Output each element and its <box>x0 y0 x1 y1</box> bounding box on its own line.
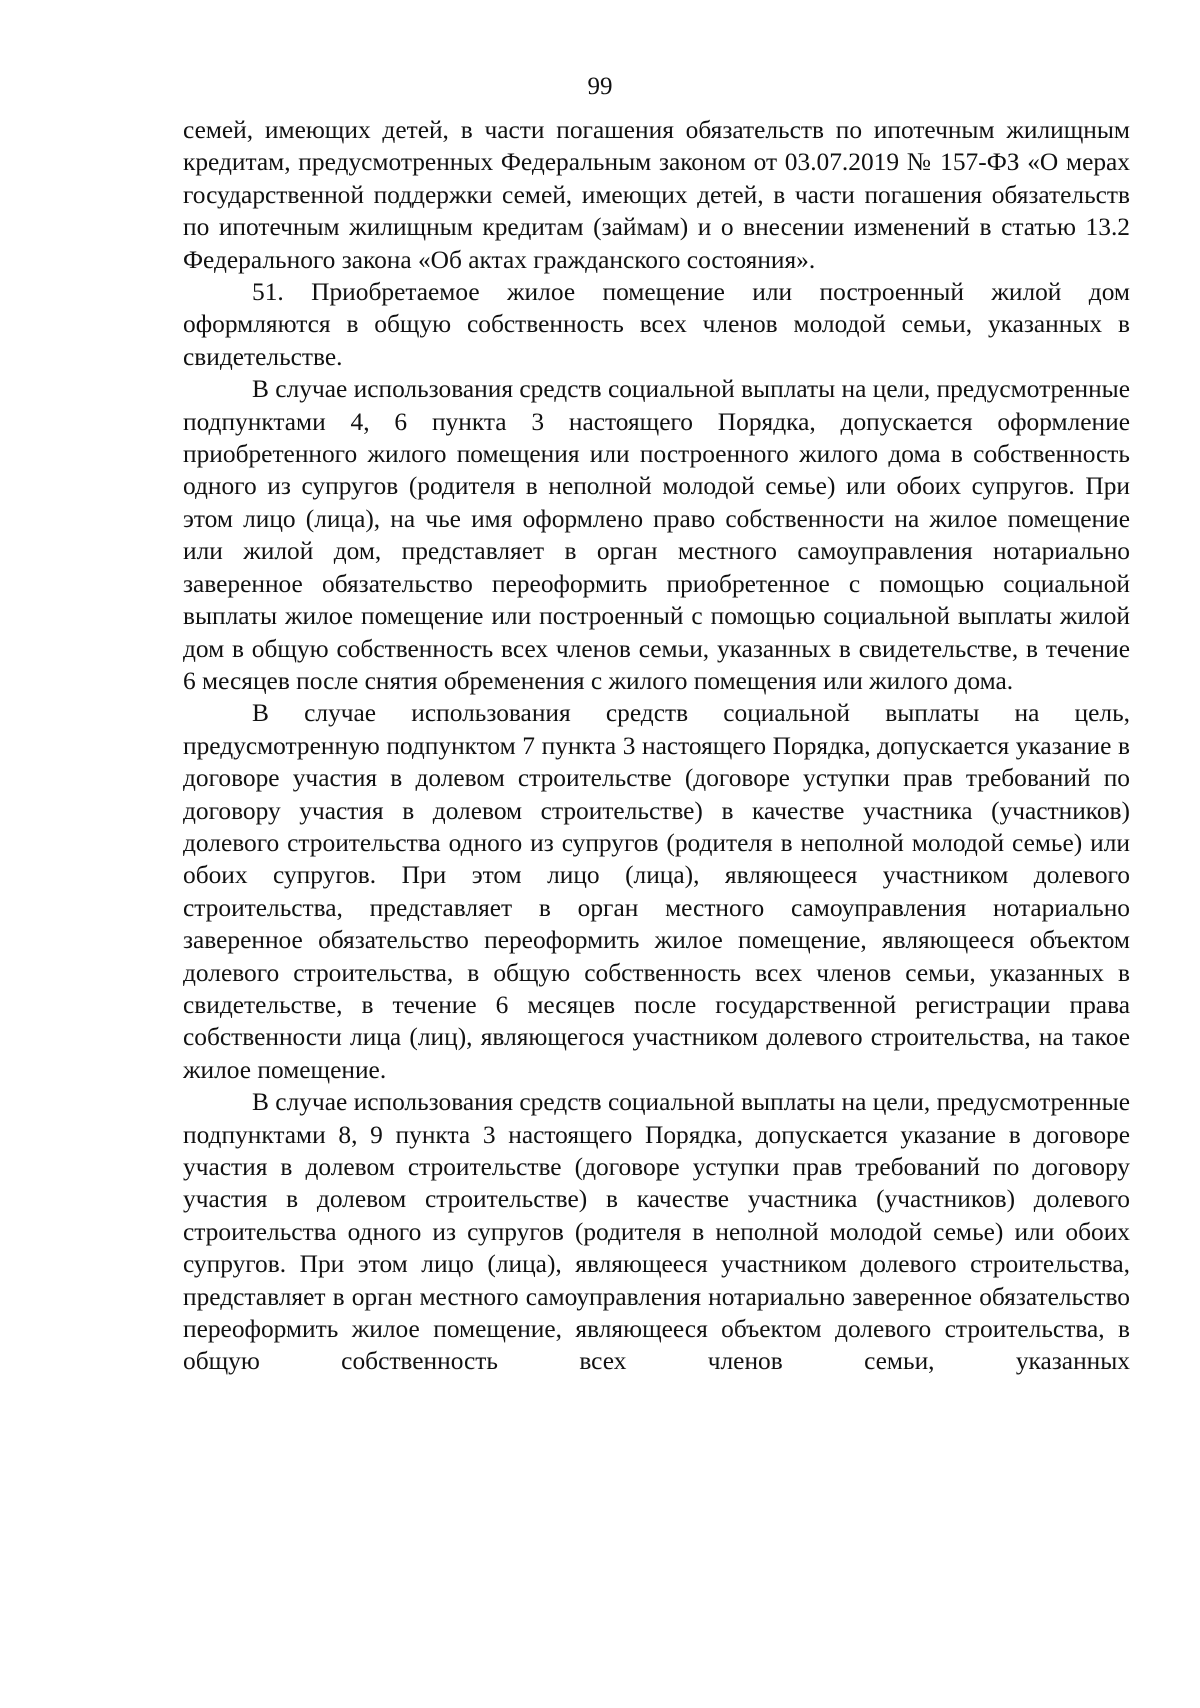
paragraph-ownership-subpoint-7: В случае использования средств социальной выплаты на цель, предусмотренную подпунктом 7 пункта 3 настоящего Порядка, допускается указание в договоре участия в долевом строительстве (договоре уступки прав требований по договору участия в долевом строительстве) в качестве участника (участников) долевого строительства одного из супругов (родителя в неполной молодой семье) или обоих супругов. При этом лицо (лица), являющееся участником долевого строительства, представляет в орган местного самоуправления нотариально заверенное обязательство переоформить жилое помещение, являющееся объектом долевого строительства, в общую собственность всех членов семьи, указанных в свидетельстве, в течение 6 месяцев после государственной регистрации права собственности лица (лиц), являющегося участником долевого строительства, на такое жилое помещение. <box>183 699 1130 1084</box>
paragraph-ownership-subpoints-8-9: В случае использования средств социальной выплаты на цели, предусмотренные подпунктами 8, 9 пункта 3 настоящего Порядка, допускается указание в договоре участия в долевом строительстве (договоре уступки прав требований по договору участия в долевом строительстве) в качестве участника (участников) долевого строительства одного из супругов (родителя в неполной молодой семье) или обоих супругов. При этом лицо (лица), являющееся участником долевого строительства, представляет в орган местного самоуправления нотариально заверенное обязательство переоформить жилое помещение, являющееся объектом долевого строительства, в общую собственность всех членов семьи, указанных <box>183 1088 1130 1376</box>
document-body <box>183 114 1130 1378</box>
paragraph-item-51: 51. Приобретаемое жилое помещение или построенный жилой дом оформляются в общую собственность всех членов молодой семьи, указанных в свидетельстве. <box>183 278 1130 371</box>
paragraph-continuation: семей, имеющих детей, в части погашения обязательств по ипотечным жилищным кредитам, предусмотренных Федеральным законом от 03.07.2019 № 157-ФЗ «О мерах государственной поддержки семей, имеющих детей, в части погашения обязательств по ипотечным жилищным кредитам (займам) и о внесении изменений в статью 13.2 Федерального закона «Об актах гражданского состояния». <box>183 116 1130 274</box>
paragraph-ownership-subpoints-4-6: В случае использования средств социальной выплаты на цели, предусмотренные подпунктами 4, 6 пункта 3 настоящего Порядка, допускается оформление приобретенного жилого помещения или построенного жилого дома в собственность одного из супругов (родителя в неполной молодой семье) или обоих супругов. При этом лицо (лица), на чье имя оформлено право собственности на жилое помещение или жилой дом, представляет в орган местного самоуправления нотариально заверенное обязательство переоформить приобретенное с помощью социальной выплаты жилое помещение или построенный с помощью социальной выплаты жилой дом в общую собственность всех членов семьи, указанных в свидетельстве, в течение 6 месяцев после снятия обременения с жилого помещения или жилого дома. <box>183 375 1130 695</box>
page-number: 99 <box>587 73 613 100</box>
